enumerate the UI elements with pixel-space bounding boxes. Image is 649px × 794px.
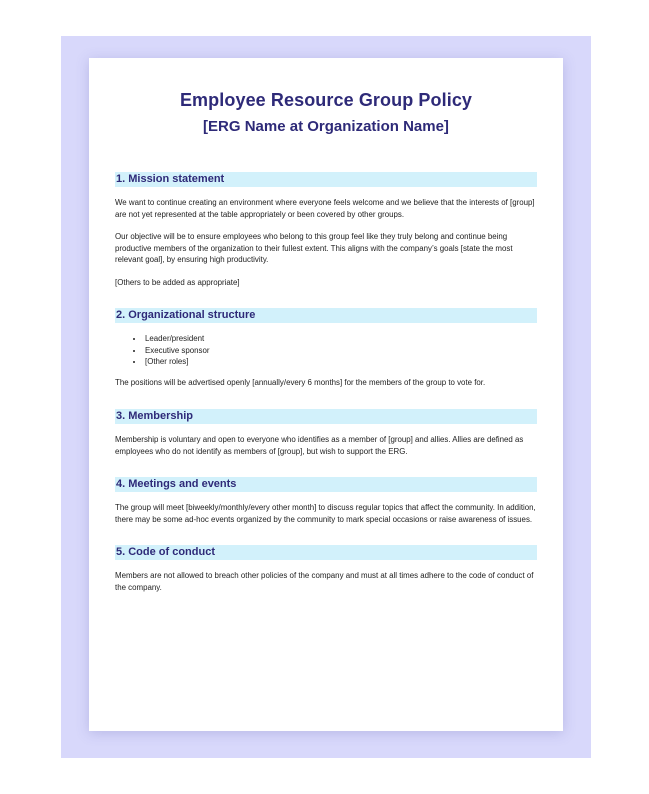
document-page	[89, 58, 563, 731]
document-title: Employee Resource Group Policy	[179, 90, 473, 110]
document-body	[115, 172, 537, 613]
list-item: • Leader/president	[144, 333, 537, 345]
paragraph: Members are not allowed to breach other policies of the company and must at all times adhere to the code of conduct of the company.	[115, 571, 534, 592]
section-heading: 1. Mission statement	[115, 172, 537, 187]
section-mission-statement	[115, 172, 537, 288]
section-organizational-structure	[115, 308, 537, 388]
section-membership	[115, 409, 537, 457]
section-heading: 2. Organizational structure	[115, 308, 537, 323]
bullet-list	[115, 333, 537, 368]
section-code-of-conduct	[115, 545, 537, 593]
section-heading: 5. Code of conduct	[115, 545, 537, 560]
list-item: • Executive sponsor	[144, 345, 537, 357]
document-subtitle: [ERG Name at Organization Name]	[203, 118, 449, 135]
paragraph: Our objective will be to ensure employees who belong to this group feel like they truly belong and continue being productive members of the organization to their fullest extent. This aligns with the company’s goals [state the most relevant goal], by ensuring high productivity.	[115, 232, 513, 264]
paragraph: The group will meet [biweekly/monthly/every other month] to discuss regular topics that affect the community. In addition, there may be some ad-hoc events organized by the community to mark special occasions or raise awareness of issues.	[115, 503, 536, 524]
paragraph: Membership is voluntary and open to everyone who identifies as a member of [group] and allies. Allies are defined as employees who do not identify as members of [group], but wish to support the ERG.	[115, 435, 524, 456]
paragraph: The positions will be advertised openly [annually/every 6 months] for the members of the group to vote for.	[115, 377, 486, 387]
paragraph: We want to continue creating an environment where everyone feels welcome and we believe that the interests of [group] are not yet represented at the table appropriately or been covered by other groups.	[115, 198, 535, 219]
paragraph: [Others to be added as appropriate]	[115, 277, 240, 287]
section-meetings-and-events	[115, 477, 537, 525]
list-item: • [Other roles]	[144, 356, 537, 368]
section-heading: 3. Membership	[115, 409, 537, 424]
section-heading: 4. Meetings and events	[115, 477, 537, 492]
